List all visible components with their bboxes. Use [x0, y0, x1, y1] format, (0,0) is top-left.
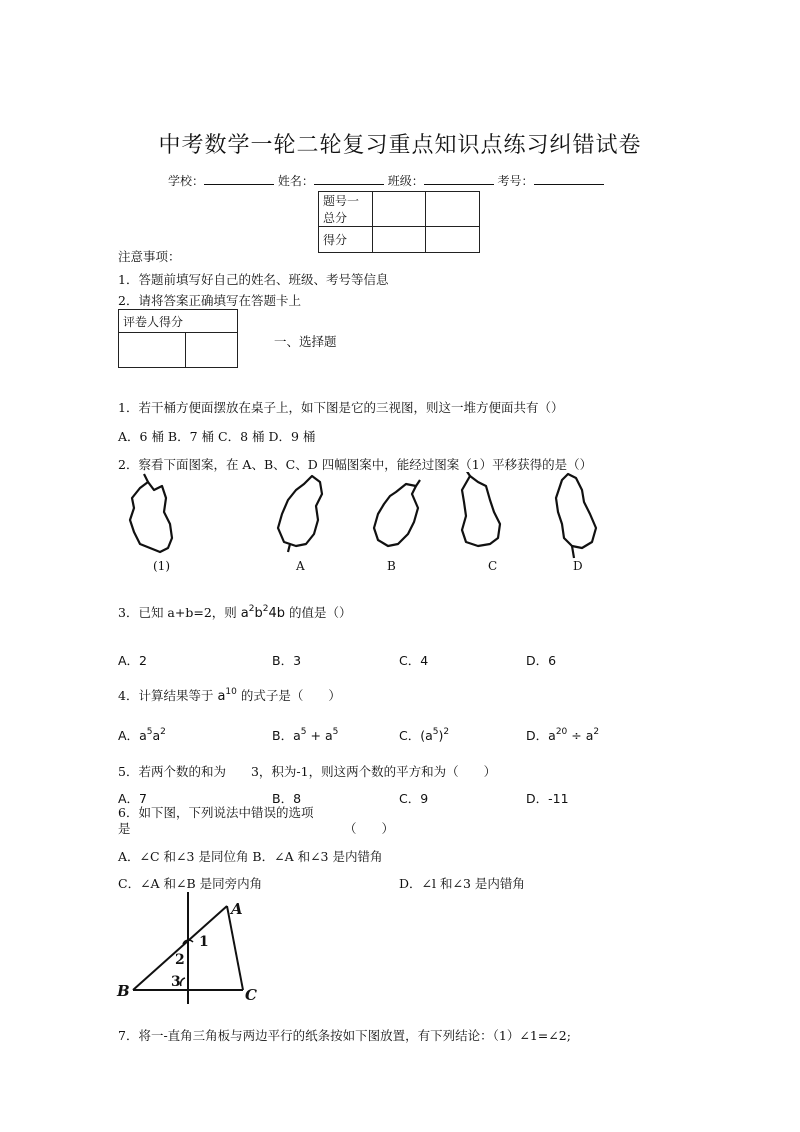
- question-3-option: A．2: [118, 653, 148, 668]
- note-item: 1．答题前填写好自己的姓名、班级、考号等信息: [118, 272, 389, 287]
- school-blank[interactable]: [204, 174, 274, 185]
- question-2-stem: 2．察看下面图案，在 A、B、C、D 四幅图案中，能经过图案（1）平移获得的是（）: [118, 457, 593, 472]
- pattern-label: B: [387, 559, 396, 573]
- vertex-label-b: B: [117, 982, 130, 1000]
- school-label: 学校：: [168, 174, 205, 188]
- question-3-stem: 3．已知 a+b=2，则 $a^2b^24b$ 的值是（）: [118, 604, 352, 621]
- grader-table-cell[interactable]: [186, 333, 238, 368]
- class-blank[interactable]: [424, 174, 494, 185]
- pattern-shape-b: [374, 484, 418, 546]
- class-label: 班级：: [387, 174, 424, 188]
- question-5-option: D．-11: [526, 791, 569, 806]
- score-table-cell: 得分: [319, 227, 373, 253]
- note-item: 2．请将答案正确填写在答题卡上: [118, 293, 301, 308]
- vertex-label-c: C: [245, 986, 257, 1004]
- question-4-option-d: D．$a^{20} \div a^2$: [526, 727, 600, 743]
- question-6-option-d: D．∠l 和∠3 是内错角: [399, 876, 525, 891]
- score-table-cell[interactable]: [372, 192, 426, 227]
- question-6-paren: （ ）: [344, 821, 395, 836]
- grader-table-header: 评卷人得分: [119, 310, 238, 333]
- question-1-stem: 1．若干桶方便面摆放在桌子上，如下图是它的三视图，则这一堆方便面共有（）: [118, 400, 564, 415]
- pattern-shape-a: [278, 476, 322, 546]
- name-label: 姓名：: [277, 174, 314, 188]
- pattern-label: C: [488, 559, 498, 573]
- grader-table-cell[interactable]: [119, 333, 186, 368]
- question-6-figure: [115, 890, 275, 1010]
- pattern-label: A: [296, 559, 305, 573]
- question-5-option: C．9: [399, 791, 429, 806]
- vertex-label-a: A: [231, 900, 243, 918]
- angle-label-1: 1: [199, 934, 209, 950]
- question-5-option: A．7: [118, 791, 148, 806]
- notes-heading: 注意事项：: [118, 249, 181, 264]
- question-3-option: B．3: [272, 653, 302, 668]
- score-table-cell[interactable]: [426, 227, 480, 253]
- triangle-side-ac: [227, 906, 243, 990]
- question-4-option-c: C．$(a^5)^2$: [399, 727, 450, 743]
- grader-table: [118, 309, 238, 368]
- question-4-option-b: B．$a^5 + a^5$: [272, 727, 339, 743]
- pattern-shape-c: [462, 476, 500, 546]
- angle-label-3: 3: [171, 974, 181, 990]
- info-line: [168, 172, 604, 189]
- name-blank[interactable]: [314, 174, 384, 185]
- score-table-cell[interactable]: [372, 227, 426, 253]
- exam-no-label: 考号：: [497, 174, 534, 188]
- page-title: 中考数学一轮二轮复习重点知识点练习纠错试卷: [158, 133, 642, 158]
- math-expression: $a^2b^24b$: [240, 604, 285, 621]
- question-6-stem-cont: 是: [118, 821, 131, 836]
- question-5-option: B．8: [272, 791, 302, 806]
- question-4-stem: 4．计算结果等于 $a^{10}$ 的式子是（ ）: [118, 687, 341, 704]
- question-3-option: D．6: [526, 653, 557, 668]
- question-6-option-c: C．∠A 和∠B 是同旁内角: [118, 876, 263, 891]
- score-table: [318, 191, 480, 253]
- angle-label-2: 2: [175, 952, 185, 968]
- question-1-options: A．6 桶 B．7 桶 C．8 桶 D．9 桶: [118, 429, 316, 444]
- exam-no-blank[interactable]: [534, 174, 604, 185]
- pattern-label: (1): [153, 559, 170, 573]
- question-2-figure: [110, 472, 630, 582]
- question-5-stem: 5．若两个数的和为 3，积为-1，则这两个数的平方和为（ ）: [118, 764, 497, 779]
- question-6-options-ab: A．∠C 和∠3 是同位角 B．∠A 和∠3 是内错角: [118, 849, 383, 864]
- question-7-stem: 7．将一-直角三角板与两边平行的纸条按如下图放置，有下列结论：（1）∠1=∠2;: [118, 1028, 571, 1043]
- question-4-option-a: A．$a^5a^2$: [118, 727, 166, 743]
- section-heading: 一、选择题: [274, 334, 337, 349]
- math-expression: $a^{10}$: [217, 687, 237, 704]
- question-3-option: C．4: [399, 653, 429, 668]
- score-table-cell: 题号一总分: [319, 192, 373, 227]
- question-6-stem: 6．如下图，下列说法中错误的选项: [118, 805, 314, 820]
- pattern-shape-d: [556, 474, 596, 548]
- pattern-label: D: [573, 559, 583, 573]
- pattern-shape-1: [130, 482, 172, 552]
- score-table-cell[interactable]: [426, 192, 480, 227]
